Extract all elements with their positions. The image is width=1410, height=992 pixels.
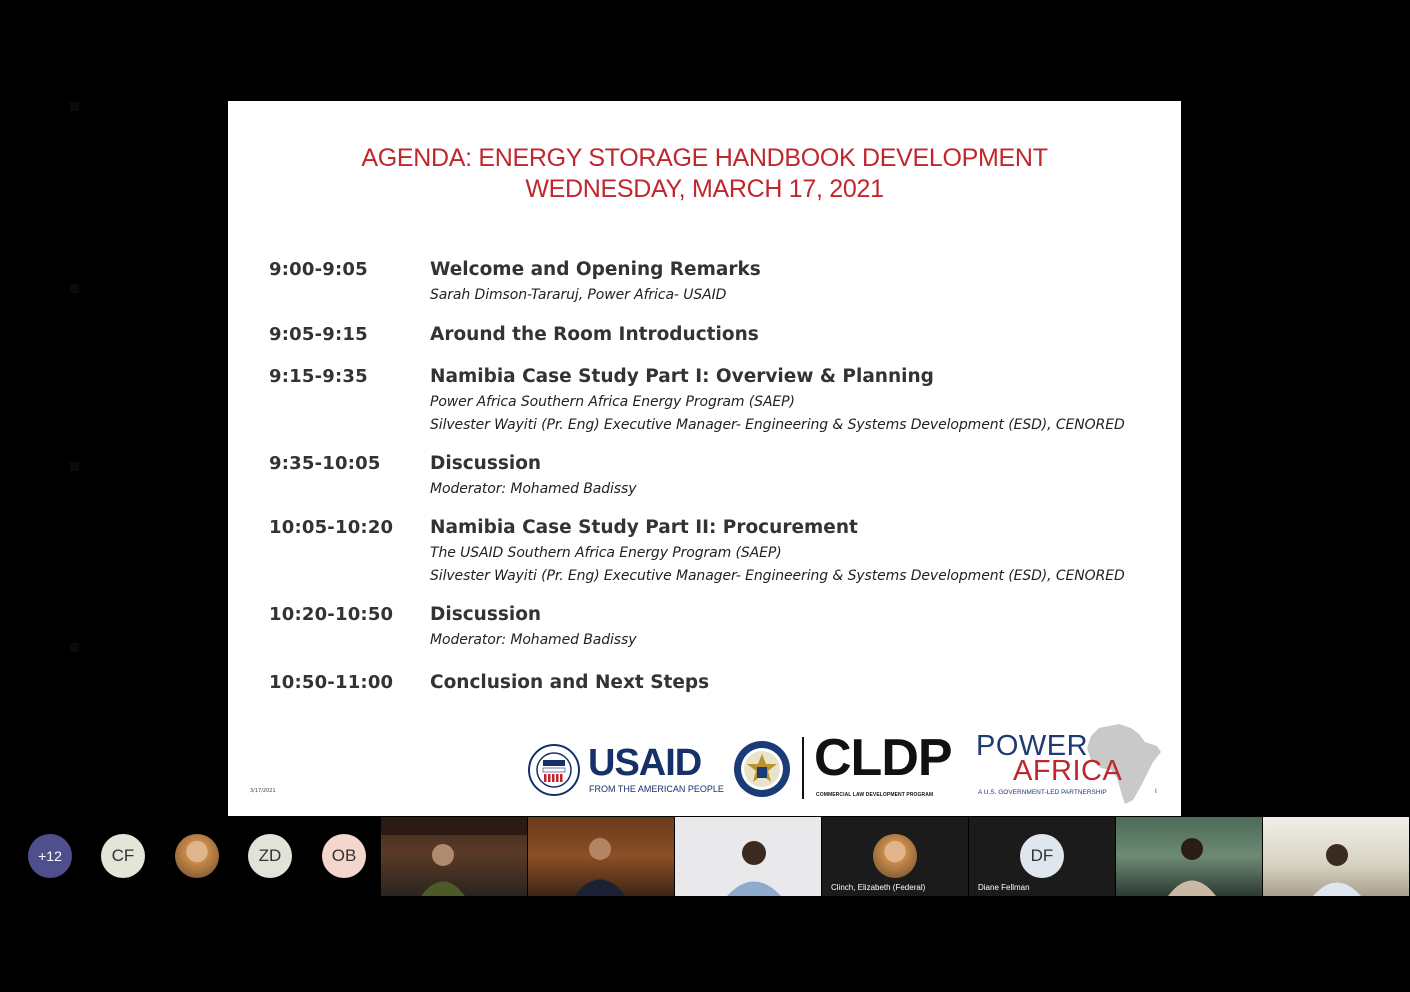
participant-avatar: DF <box>1020 834 1064 878</box>
agenda-speaker: Silvester Wayiti (Pr. Eng) Executive Manager- Engineering & Systems Development (ESD), CENORED <box>430 417 1125 433</box>
edge-marker <box>70 284 79 293</box>
agenda-time: 9:15-9:35 <box>269 366 368 387</box>
agenda-heading: Conclusion and Next Steps <box>430 672 710 693</box>
agenda-moderator: Moderator: Mohamed Badissy <box>430 632 637 648</box>
participant-avatar-photo[interactable] <box>175 834 219 878</box>
participant-strip <box>0 817 1410 896</box>
participant-video-tile[interactable] <box>1263 817 1409 896</box>
agenda-time: 10:20-10:50 <box>269 604 394 625</box>
agenda-speaker: The USAID Southern Africa Energy Program (SAEP) <box>430 545 782 561</box>
power-africa-tagline: A U.S. GOVERNMENT-LED PARTNERSHIP <box>978 789 1107 796</box>
slide-title-line-2: WEDNESDAY, MARCH 17, 2021 <box>525 175 884 203</box>
agenda-time: 10:50-11:00 <box>269 672 394 693</box>
logo-divider <box>802 737 804 799</box>
participant-video-icon <box>1263 817 1409 896</box>
participant-avatar-photo <box>873 834 917 878</box>
participant-video-icon <box>675 817 821 896</box>
agenda-heading: Welcome and Opening Remarks <box>430 259 761 280</box>
power-africa-logo-africa: AFRICA <box>1013 755 1123 787</box>
agenda-time: 10:05-10:20 <box>269 517 394 538</box>
slide-title-line-1: AGENDA: ENERGY STORAGE HANDBOOK DEVELOPMENT <box>361 144 1048 172</box>
agenda-time: 9:00-9:05 <box>269 259 368 280</box>
edge-marker <box>70 102 79 111</box>
slide-title <box>228 143 1181 205</box>
participant-video-icon <box>528 817 674 896</box>
usaid-tagline: FROM THE AMERICAN PEOPLE <box>589 784 724 794</box>
participant-video-tile[interactable] <box>528 817 674 896</box>
cldp-tagline: COMMERCIAL LAW DEVELOPMENT PROGRAM <box>816 792 934 798</box>
cldp-logo: CLDP <box>814 729 952 787</box>
edge-marker <box>70 643 79 652</box>
agenda-heading: Around the Room Introductions <box>430 324 759 345</box>
participant-name: Diane Fellman <box>978 883 1030 892</box>
participant-tile[interactable] <box>822 817 968 896</box>
agenda-heading: Namibia Case Study Part I: Overview & Planning <box>430 366 934 387</box>
slide-mark: I <box>1155 788 1157 795</box>
commerce-seal-icon <box>733 740 791 798</box>
participant-video-tile[interactable] <box>675 817 821 896</box>
agenda-speaker: Silvester Wayiti (Pr. Eng) Executive Manager- Engineering & Systems Development (ESD), CENORED <box>430 568 1125 584</box>
participant-tile[interactable] <box>969 817 1115 896</box>
power-africa-logo-power: POWER <box>976 730 1089 762</box>
agenda-moderator: Moderator: Mohamed Badissy <box>430 481 637 497</box>
participant-avatar[interactable]: ZD <box>248 834 292 878</box>
participant-video-icon <box>381 817 527 896</box>
participant-avatar[interactable]: OB <box>322 834 366 878</box>
participant-video-tile[interactable] <box>381 817 527 896</box>
participant-video-tile[interactable] <box>1116 817 1262 896</box>
slide-date: 3/17/2021 <box>250 788 276 794</box>
agenda-heading: Discussion <box>430 604 542 625</box>
edge-marker <box>70 462 79 471</box>
more-participants-button[interactable]: +12 <box>28 834 72 878</box>
usaid-logo: USAID <box>588 742 702 784</box>
shared-slide <box>228 101 1181 816</box>
agenda-speaker: Sarah Dimson-Tararuj, Power Africa- USAID <box>430 287 727 303</box>
agenda-speaker: Power Africa Southern Africa Energy Program (SAEP) <box>430 394 795 410</box>
agenda-heading: Namibia Case Study Part II: Procurement <box>430 517 858 538</box>
usaid-seal-icon <box>528 744 580 796</box>
participant-avatar[interactable]: CF <box>101 834 145 878</box>
agenda-time: 9:05-9:15 <box>269 324 368 345</box>
participant-video-icon <box>1116 817 1262 896</box>
agenda-time: 9:35-10:05 <box>269 453 381 474</box>
agenda-heading: Discussion <box>430 453 542 474</box>
participant-name: Clinch, Elizabeth (Federal) <box>831 883 926 892</box>
